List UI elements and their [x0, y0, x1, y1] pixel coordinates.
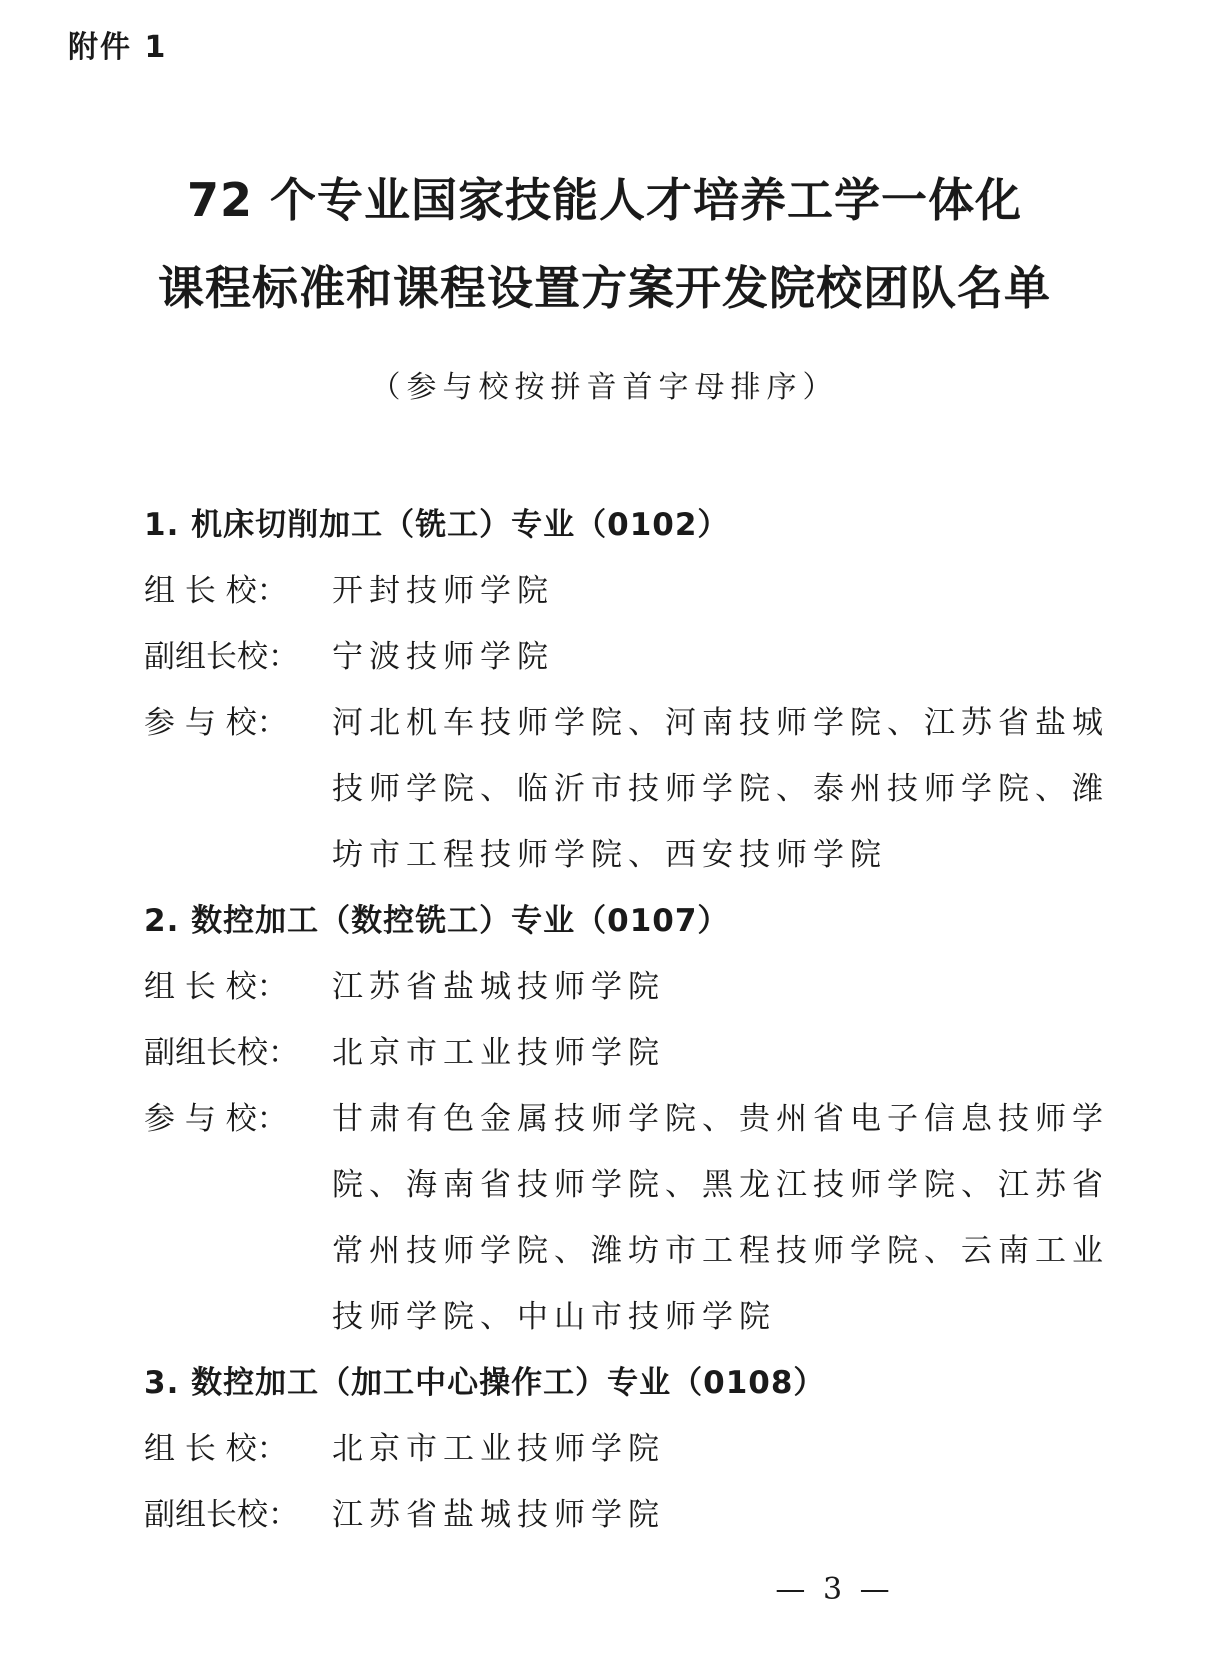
section-heading: 1. 机床切削加工（铣工）专业（0102）: [144, 507, 730, 543]
leader-row: [144, 954, 1134, 1020]
participant-schools: 甘肃有色金属技师学院、贵州省电子信息技师学院、海南省技师学院、黑龙江技师学院、江苏省常州技师学院、潍坊市工程技师学院、云南工业技师学院、中山市技师学院: [332, 1101, 1109, 1335]
vice-leader-row: [144, 1482, 1134, 1548]
vice-leader-label: [144, 1482, 332, 1548]
document-subtitle: （参与校按拼音首字母排序）: [370, 370, 839, 405]
vice-leader-label-text: 副组长校：: [144, 639, 299, 675]
vice-leader-school: 江苏省盐城技师学院: [332, 1497, 665, 1533]
leader-label-text: 组 长 校：: [144, 573, 288, 609]
leader-school: 江苏省盐城技师学院: [332, 969, 665, 1005]
vice-leader-school: 宁波技师学院: [332, 639, 554, 675]
leader-label: [144, 1416, 332, 1482]
participant-schools: 河北机车技师学院、河南技师学院、江苏省盐城技师学院、临沂市技师学院、泰州技师学院、潍坊市工程技师学院、西安技师学院: [332, 705, 1109, 873]
vice-leader-school: 北京市工业技师学院: [332, 1035, 665, 1071]
leader-school: 开封技师学院: [332, 573, 554, 609]
leader-label: [144, 558, 332, 624]
vice-leader-row: [144, 1020, 1134, 1086]
participants-label-text: 参 与 校：: [144, 705, 288, 741]
participants-row: [144, 1086, 1134, 1350]
participants-row: [144, 690, 1134, 888]
leader-label-text: 组 长 校：: [144, 1431, 288, 1467]
vice-leader-row: [144, 624, 1134, 690]
page-number-text: — 3 —: [775, 1572, 894, 1607]
leader-label: [144, 954, 332, 1020]
leader-row: [144, 558, 1134, 624]
document-title-line-2: 课程标准和课程设置方案开发院校团队名单: [158, 261, 1051, 315]
participants-label: [144, 1086, 332, 1152]
leader-label-text: 组 长 校：: [144, 969, 288, 1005]
section-heading: 3. 数控加工（加工中心操作工）专业（0108）: [144, 1365, 826, 1401]
participants-label-text: 参 与 校：: [144, 1101, 288, 1137]
participants-label: [144, 690, 332, 756]
section-3: [144, 1350, 1134, 1548]
section-2: [144, 888, 1134, 1350]
vice-leader-label: [144, 624, 332, 690]
document-title-line-1: 72 个专业国家技能人才培养工学一体化: [186, 173, 1023, 227]
vice-leader-label-text: 副组长校：: [144, 1497, 299, 1533]
leader-school: 北京市工业技师学院: [332, 1431, 665, 1467]
attachment-label: 附件 1: [68, 30, 168, 65]
vice-leader-label-text: 副组长校：: [144, 1035, 299, 1071]
leader-row: [144, 1416, 1134, 1482]
vice-leader-label: [144, 1020, 332, 1086]
document-body: [144, 492, 1134, 1548]
section-1: [144, 492, 1134, 888]
page-number: [0, 1572, 1209, 1607]
section-heading: 2. 数控加工（数控铣工）专业（0107）: [144, 903, 730, 939]
